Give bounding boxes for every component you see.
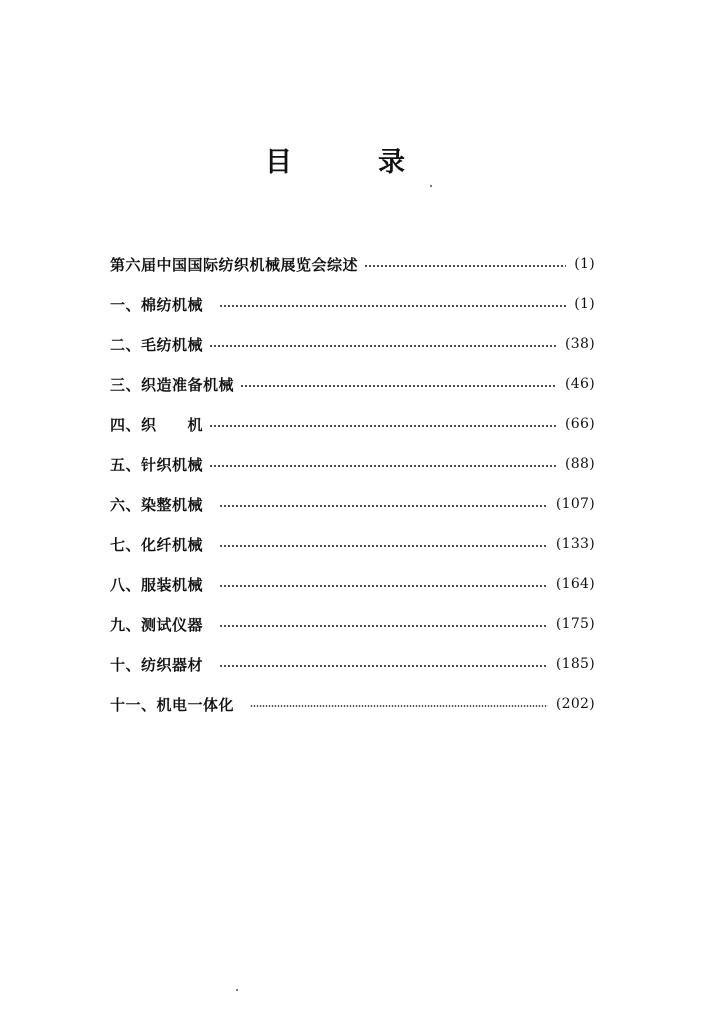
title-char-1: 目	[265, 147, 292, 178]
toc-entry-label: 二、毛纺机械	[110, 335, 204, 354]
toc-entry-page: (133)	[555, 536, 595, 552]
toc-entry-label: 一、棉纺机械	[110, 295, 204, 314]
dot-leader	[209, 345, 557, 347]
toc-entry[interactable]	[110, 652, 595, 676]
toc-entry-label: 七、化纤机械	[110, 535, 204, 554]
toc-entry-page: (1)	[574, 256, 595, 272]
toc-entry[interactable]	[110, 452, 595, 476]
toc-entry-page: (202)	[555, 696, 595, 712]
toc-entry-page: (1)	[574, 296, 595, 312]
dot-leader	[219, 505, 548, 507]
dot-leader	[209, 425, 557, 427]
toc-entry[interactable]	[110, 332, 595, 356]
toc-entry[interactable]	[110, 572, 595, 596]
toc-entry-page: (46)	[565, 376, 595, 392]
toc-entry-label: 五、针织机械	[110, 455, 204, 474]
dot-leader	[219, 665, 548, 667]
scan-speck	[430, 185, 432, 187]
toc-entry-label: 十一、机电一体化	[110, 695, 235, 714]
toc-entry-label: 八、服装机械	[110, 575, 204, 594]
dot-leader	[219, 585, 548, 587]
toc-entry-page: (88)	[565, 456, 595, 472]
toc-entry-label: 三、织造准备机械	[110, 375, 235, 394]
toc-entry[interactable]	[110, 372, 595, 396]
title-char-2: 录	[378, 147, 405, 178]
toc-entry-label: 十、纺织器材	[110, 655, 204, 674]
toc-entry-page: (164)	[555, 576, 595, 592]
dot-leader	[240, 385, 557, 387]
toc-entry[interactable]	[110, 412, 595, 436]
toc-entry[interactable]	[110, 252, 595, 276]
toc-entry-label: 第六届中国国际纺织机械展览会综述	[110, 255, 359, 274]
toc-entry[interactable]	[110, 692, 595, 716]
toc-entry-page: (185)	[555, 656, 595, 672]
toc-entry-page: (175)	[555, 616, 595, 632]
toc-entry-page: (107)	[555, 496, 595, 512]
dot-leader	[364, 265, 566, 267]
dot-leader	[209, 465, 557, 467]
toc-entry-page: (38)	[565, 336, 595, 352]
toc-entry-label: 六、染整机械	[110, 495, 204, 514]
toc-entry-label: 九、测试仪器	[110, 615, 204, 634]
toc-entry[interactable]	[110, 292, 595, 316]
dot-leader	[250, 705, 548, 707]
toc-entry-page: (66)	[565, 416, 595, 432]
toc-entry[interactable]	[110, 532, 595, 556]
dot-leader	[219, 545, 548, 547]
dot-leader	[219, 625, 548, 627]
toc-entry[interactable]	[110, 612, 595, 636]
dot-leader	[219, 305, 566, 307]
toc-entry[interactable]	[110, 492, 595, 516]
toc-entry-label: 四、织 机	[110, 415, 204, 434]
page-title	[262, 140, 412, 184]
scan-speck	[236, 989, 238, 991]
